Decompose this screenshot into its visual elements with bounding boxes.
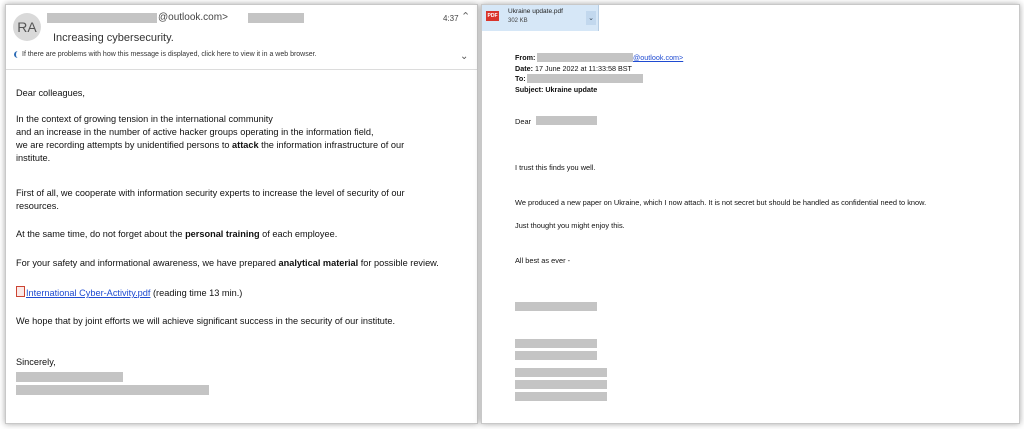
redacted-signature-name (16, 372, 123, 382)
from-row (515, 53, 535, 62)
p1-line3 (16, 139, 404, 152)
redacted-recipient (248, 13, 304, 23)
redacted-signature-5 (515, 380, 607, 389)
pdf-icon: PDF (487, 13, 498, 19)
email-panel-right (481, 4, 1020, 424)
chevron-down-icon[interactable]: ⌄ (460, 51, 469, 62)
from-email-domain[interactable]: @outlook.com> (633, 53, 684, 62)
paragraph-2 (16, 187, 405, 213)
p1-line1: In the context of growing tension in the international community (16, 114, 273, 124)
message-time: 4:37 (443, 14, 459, 23)
p2-line2: resources. (16, 201, 59, 211)
attachment-name[interactable]: Ukraine update.pdf (508, 8, 563, 15)
redacted-signature-6 (515, 392, 607, 401)
p3-post: of each employee. (259, 229, 338, 239)
to-row (515, 74, 526, 83)
attachment-line (16, 286, 242, 300)
signoff: All best as ever - (515, 256, 571, 265)
redacted-signature-4 (515, 368, 607, 377)
greeting: Dear colleagues, (16, 88, 85, 98)
attachment-size: 302 KB (508, 18, 528, 24)
redacted-signature-title (16, 385, 209, 395)
date-row (515, 64, 632, 73)
p1-bold-attack: attack (232, 140, 259, 150)
redacted-signature-2 (515, 339, 597, 348)
subject-value: Ukraine update (543, 85, 598, 94)
header-divider (6, 69, 477, 70)
from-label: From: (515, 53, 536, 62)
closing: Sincerely, (16, 357, 56, 367)
p1-line3-pre: we are recording attempts by unidentified persons to (16, 140, 233, 150)
info-icon (14, 51, 22, 58)
attachment-chip[interactable] (482, 5, 599, 31)
sender-email-domain[interactable]: @outlook.com> (158, 12, 228, 23)
pdf-file-icon (16, 286, 25, 297)
p3-pre: At the same time, do not forget about the (16, 229, 186, 239)
p4-post: for possible review. (358, 258, 439, 268)
redacted-sender-name (47, 13, 157, 23)
p3-bold: personal training (185, 229, 260, 239)
to-label: To: (515, 74, 526, 83)
attachment-dropdown-icon[interactable]: ⌄ (586, 11, 596, 25)
date-value: 17 June 2022 at 11:33:58 BST (532, 64, 632, 73)
subject-label: Subject: (515, 85, 544, 94)
body-line-2: We produced a new paper on Ukraine, which I now attach. It is not secret but should be handled as confidential need to know. (515, 198, 927, 207)
p1-line2: and an increase in the number of active hacker groups operating in the information field, (16, 127, 374, 137)
paragraph-3 (16, 228, 337, 241)
expand-header-icon[interactable]: ⌃ (461, 11, 471, 23)
paragraph-1 (16, 113, 404, 165)
email-panel-left (5, 4, 478, 424)
attachment-note: (reading time 13 min.) (150, 288, 243, 298)
p2-line1: First of all, we cooperate with information security experts to increase the level of security of our (16, 188, 405, 198)
info-bar[interactable]: If there are problems with how this message is displayed, click here to view it in a web browser. (22, 51, 317, 58)
p4-pre: For your safety and informational awareness, we have prepared (16, 258, 279, 268)
attachment-link[interactable]: International Cyber-Activity.pdf (26, 288, 151, 298)
redacted-recipient-name (536, 116, 597, 125)
subject-row (515, 85, 597, 94)
p1-line4: institute. (16, 153, 51, 163)
redacted-signature-1 (515, 302, 597, 311)
paragraph-4 (16, 257, 439, 270)
redacted-from-name (537, 53, 633, 62)
redacted-to (527, 74, 643, 83)
sender-avatar: RA (13, 13, 41, 41)
email-subject: Increasing cybersecurity. (53, 32, 174, 44)
body-line-1: I trust this finds you well. (515, 163, 596, 172)
date-label: Date: (515, 64, 533, 73)
p1-line3-post: the information infrastructure of our (258, 140, 405, 150)
dear-line: Dear (515, 117, 532, 126)
redacted-signature-3 (515, 351, 597, 360)
p4-bold: analytical material (278, 258, 359, 268)
paragraph-5: We hope that by joint efforts we will achieve significant success in the security of our institute. (16, 316, 396, 326)
body-line-3: Just thought you might enjoy this. (515, 221, 625, 230)
